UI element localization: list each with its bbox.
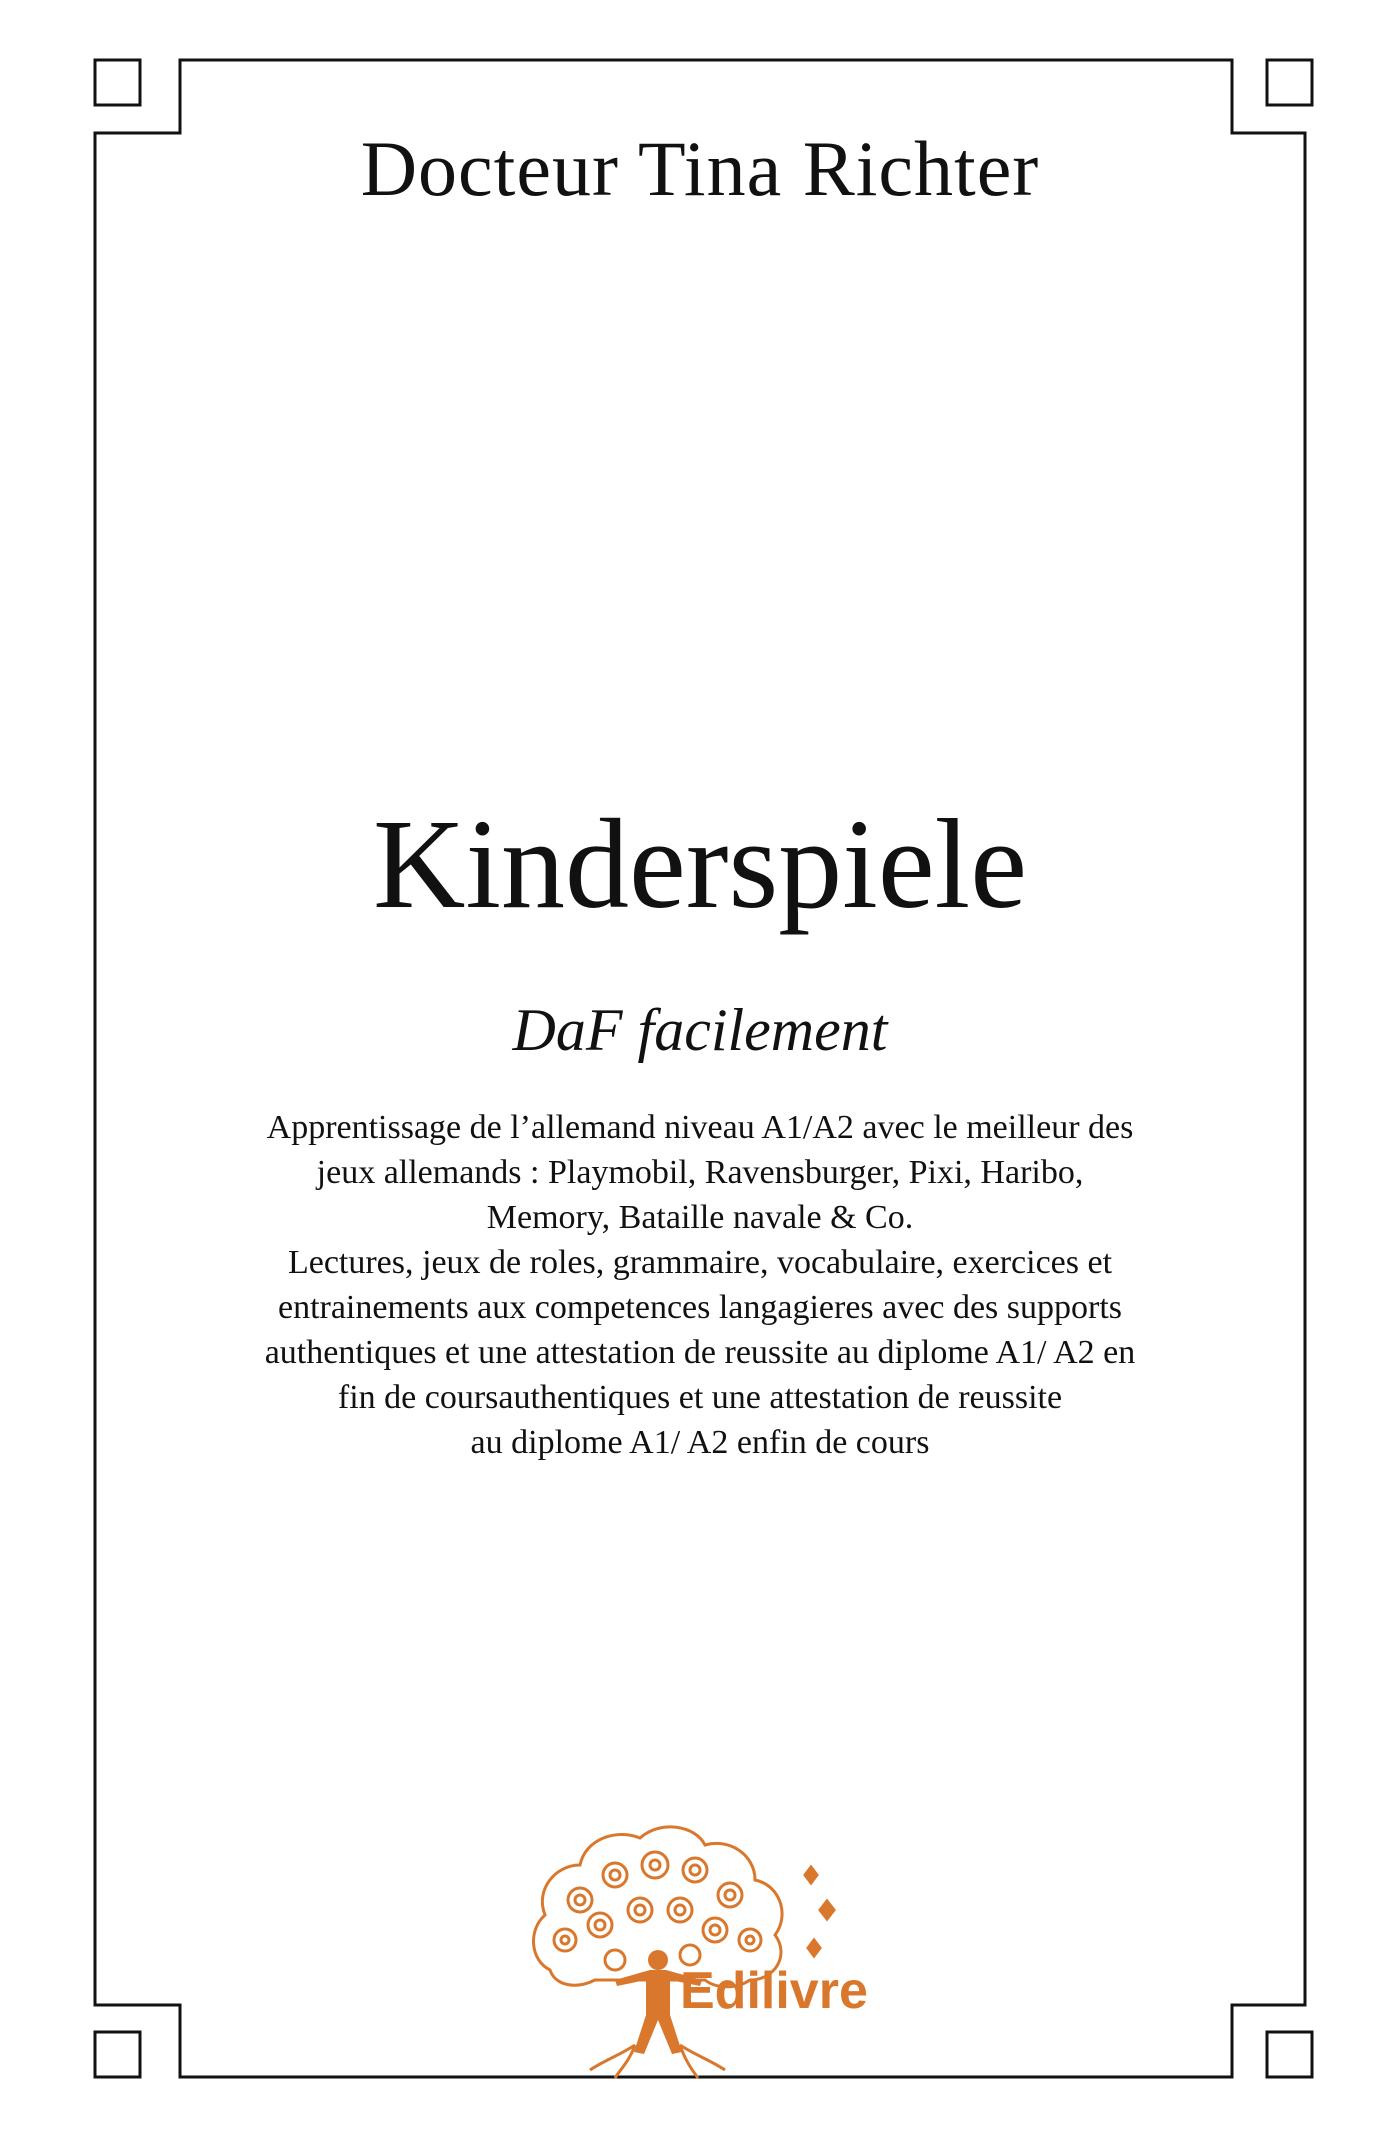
description-line: entrainements aux competences langagieres avec des supports [277, 1289, 1122, 1326]
description-line: Apprentissage de l’allemand niveau A1/A2 avec le meilleur des [266, 1109, 1134, 1146]
publisher-name: Edilivre [680, 1962, 868, 2020]
description-line: Memory, Bataille navale & Co. [486, 1199, 914, 1236]
publisher-logo [520, 1820, 920, 2080]
book-title: Kinderspiele [373, 793, 1027, 935]
book-description [180, 1105, 1220, 1465]
author-name: Docteur Tina Richter [360, 125, 1040, 212]
book-subtitle: DaF facilement [512, 997, 888, 1063]
tree-person-icon [534, 1827, 834, 2078]
description-line: authentiques et une attestation de reussite au diplome A1/ A2 en [264, 1334, 1136, 1371]
description-line: jeux allemands : Playmobil, Ravensburger, Pixi, Haribo, [316, 1154, 1084, 1191]
description-line: fin de coursauthentiques et une attestation de reussite [337, 1379, 1063, 1416]
description-line: au diplome A1/ A2 enfin de cours [470, 1424, 930, 1461]
description-line: Lectures, jeux de roles, grammaire, vocabulaire, exercices et [287, 1244, 1113, 1281]
